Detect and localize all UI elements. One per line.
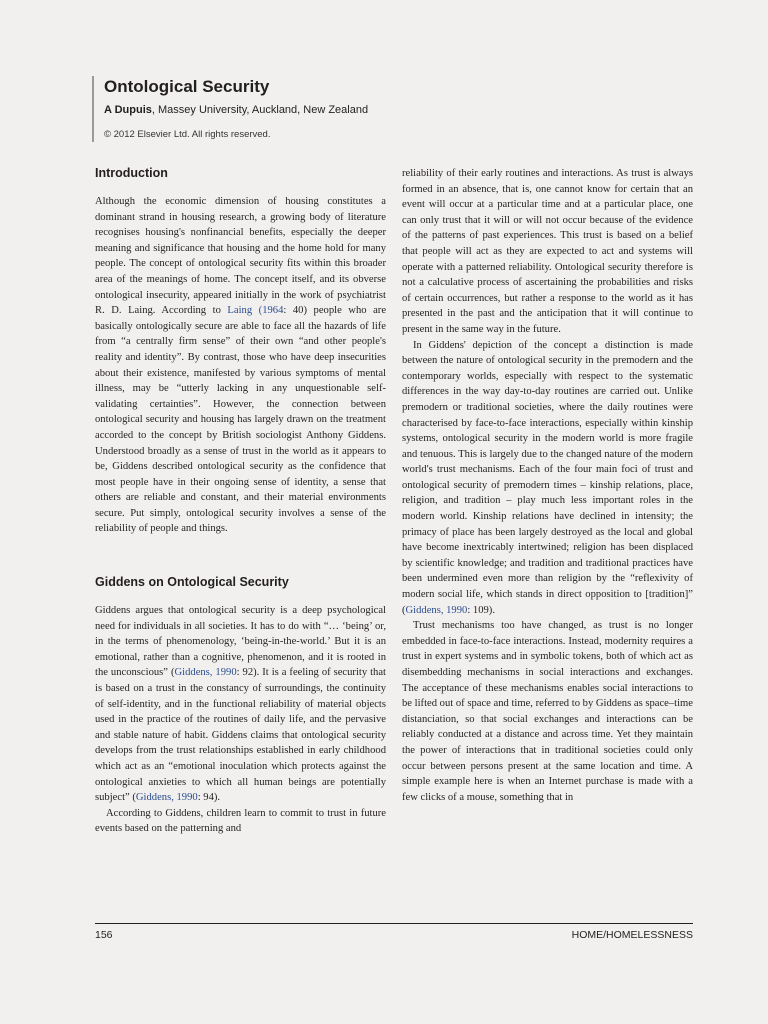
- intro-cite-page: : 40): [283, 305, 307, 317]
- article-title: Ontological Security: [104, 77, 270, 96]
- article-header: [92, 76, 664, 142]
- right-column: [402, 166, 693, 805]
- giddens-paragraph-4: Trust mechanisms too have changed, as trust is no longer embedded in face-to-face interactions. Instead, modernity requires a trust in expert systems and in symbolic tokens, both of which act as disembedding mechanisms in social interactions and exchanges. The acceptance of these mechanisms enables social interactions to be lifted out of space and time, referred to by Giddens as space–time distanciation, so that social exchanges and interactions can be reliably conducted at a distance and across time. Yet they maintain the power of interactions that in traditional societies could only occur between persons present at the same location and time. A simple example here is when an Internet purchase is made with a few clicks of a mouse, something that in: [402, 620, 693, 803]
- giddens-p3-text-b: : 109).: [467, 604, 495, 616]
- giddens-paragraph-1: [95, 603, 386, 806]
- intro-text-b: people who are basically ontologically secure are able to face all the hazards of life from “a centrally firm sense” of their own “and other people's reality and identity”. By contrast, those who have deep insecurities about their existence, manifested by various symptoms of mental illness, may be “utterly lacking in any unquestionable self-validating certainties”. However, the connection between ontological security and housing has largely drawn on the treatment accorded to the concept by British sociologist Anthony Giddens. Understood broadly as a sense of trust in the world as it appears to be, Giddens described ontological security as the confidence that most people have in their ongoing sense of identity, a sense that others are reliable and constant, and their material environments secure. Put simply, ontological security involves a sense of the reliability of people and things.: [95, 305, 387, 535]
- citation-link-giddens-1990-a[interactable]: Giddens, 1990: [174, 667, 237, 679]
- intro-text-a: Although the economic dimension of housing constitutes a dominant strand in housing research, a growing body of literature recognises housing's nonfinancial benefits, especially the deeper meaning and significance that housing and the home hold for many people. The concept of ontological security fits within this broader area of the meanings of home. The concept itself, and its obverse ontological insecurity, appeared initially in the work of psychiatrist R. D. Laing. According to: [95, 196, 386, 317]
- giddens-p3-text-a: In Giddens' depiction of the concept a distinction is made between the nature of ontological security in the premodern and the contemporary worlds, especially with respect to the systematic differences in the way day-to-day routines are carried out. Unlike premodern or traditional societies, where the daily routines were characterised by face-to-face interactions, especially within kinship systems, ontological security in the modern world is more fragile and tenuous. This is largely due to the changed nature of the modern world's trust mechanisms. Each of the four main foci of trust and ontological security of premodern times – kinship relations, place, religion, and tradition – play much less important roles in the modern world. Kinship relations have declined in intensity; the primacy of place has been largely destroyed as the local and global have become inextricably intertwined; religion has been displaced by scientific knowledge; and tradition and traditional practices have been undermined even more than religion by the “reflexivity of modern social life, which stands in direct opposition to [tradition]” (: [402, 339, 693, 616]
- page-footer: [95, 929, 693, 941]
- footer-rule: [95, 923, 693, 924]
- citation-link-giddens-1990-b[interactable]: Giddens, 1990: [135, 792, 198, 804]
- affiliation-text: , Massey University, Auckland, New Zealand: [151, 104, 369, 116]
- author-name: A Dupuis: [104, 104, 152, 116]
- giddens-p1-text-a: Giddens argues that ontological security is a deep psychological need for individuals in all societies. It has to do with “… ‘being’ or, in the terms of phenomenology, ‘being-in-the-world.’ But it is an emotional, rather than a cognitive, phenomenon, and it is rooted in the unconscious” (: [95, 605, 386, 679]
- copyright-notice: © 2012 Elsevier Ltd. All rights reserved.: [104, 129, 271, 140]
- giddens-p1-text-c: : 94).: [197, 792, 221, 804]
- giddens-paragraph-2: reliability of their early routines and interactions. As trust is always formed in an absence, that is, one cannot know for certain that an event will occur at a particular time and at a particular place, one can only trust that it will or will not occur because of the evidence of the patterns of past experiences. This trust is based on a belief that people will act as they are expected to act and systems will operate with a patterned reliability. Ontological security therefore is not a calculative process of ascertaining the probabilities and risks of certain occurrences, but rather a response to the world as it has presented in the past and the anticipation that it will continue to present in the same way in the future.: [402, 168, 693, 335]
- citation-link-giddens-1990-c[interactable]: Giddens, 1990: [405, 604, 468, 616]
- page-number: 156: [95, 929, 113, 941]
- citation-link-laing[interactable]: Laing (1964: [227, 305, 284, 317]
- section-heading-introduction: Introduction: [95, 166, 168, 180]
- giddens-paragraph-2-start: According to Giddens, children learn to commit to trust in future events based on the patterning and: [95, 807, 386, 835]
- section-heading-giddens: Giddens on Ontological Security: [95, 575, 289, 590]
- author-affiliation: [104, 102, 664, 118]
- journal-section: HOME/HOMELESSNESS: [571, 929, 693, 941]
- giddens-p1-text-b: : 92). It is a feeling of security that is based on a trust in the constancy of surroundings, the continuity of self-identity, and in the functional reliability of material objects used in the practice of the routines of daily life, and the pervasive and stable nature of habit. Giddens claims that ontological security develops from the trust relationships established in early childhood which act as an “emotional inoculation which protects against the ontological anxieties to which all human beings are potentially subject” (: [95, 667, 387, 804]
- left-column: [95, 164, 386, 837]
- giddens-paragraph-3: [402, 338, 693, 619]
- intro-paragraph: [95, 194, 386, 537]
